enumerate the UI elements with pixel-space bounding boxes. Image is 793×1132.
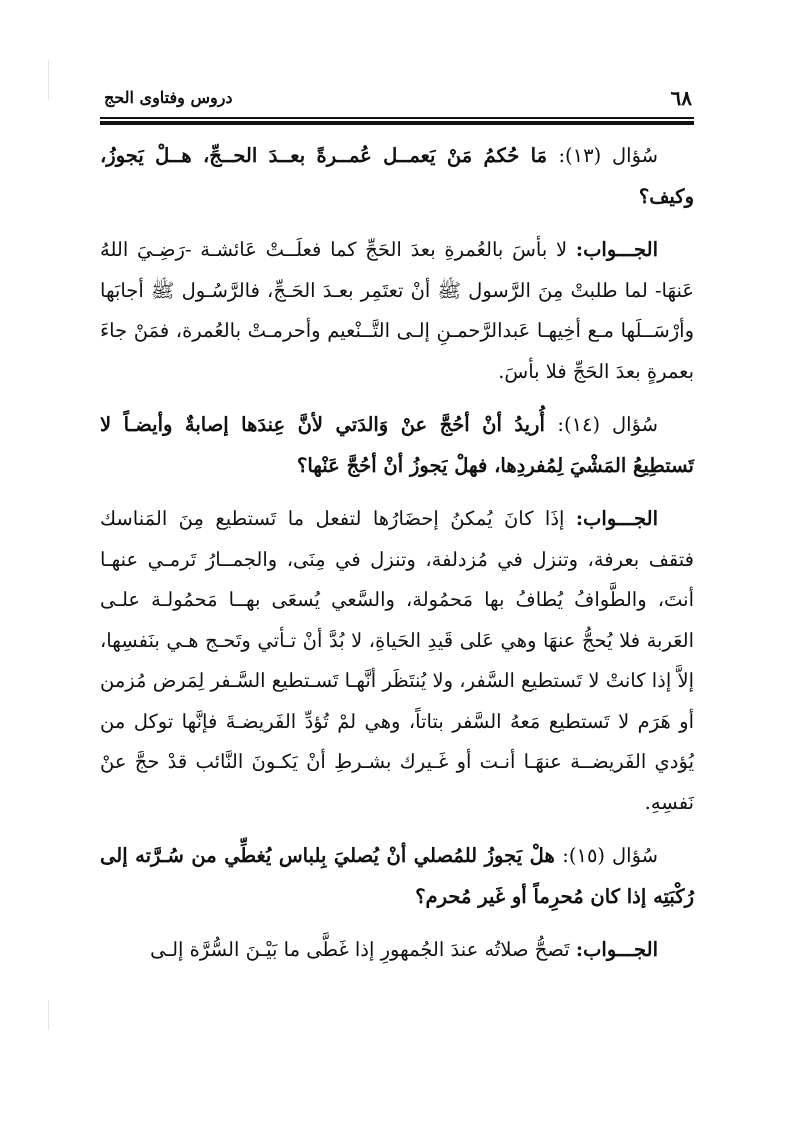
page-header <box>100 84 694 114</box>
margin-mark <box>48 1000 49 1030</box>
answer-paragraph <box>100 930 694 971</box>
answer-text: إذَا كانَ يُمكنُ إحضَارُها لتفعل ما تَستطيع مِنَ المَناسك فتقف بعرفة، وتنزل في مُزدلفة، وتنزل في مِنَى، والجمــارُ تَرمـي عنهـا أنتَ، والطَّوافُ يُطافُ بها مَحمُولة، والسَّعي يُسعَى بهــا مَحمُولـة علـى العَربة فلا يُحجُّ عنهَا وهي عَلى قَيدِ الحَياةِ، لا بُدَّ أنْ تـأتي وتَحـج هـي بنَفسِها، إلاَّ إذا كانتْ لا تَستطيع السَّفر، ولا يُنتَظَر أنَّهـا تَسـتطيع السَّـفر لِمَرض مُزمن أو هَرَم لا تَستطيع مَعهُ السَّفر بتاتاً، وهي لمْ تُؤدِّ الفَريضـةَ فإنَّها توكل من يُؤدي الفَريضــة عنهَـا أنـت أو غَـيرك بشـرطِ أنْ يَكـونَ النَّائب قدْ حجَّ عنْ نَفسِهِ. <box>100 507 694 814</box>
answer-text: لا بأسَ بالعُمرةِ بعدَ الحَجِّ كما فعلَــتْ عَائشـة -رَضِـيَ اللهُ عَنهَا- لما طلبتْ مِنَ الرَّسول ﷺ أنْ تعتَمِر بعـدَ الحَـجِّ، فالرَّسُـول ﷺ أجابَها وأرْسَــلَها مـع أخِيهـا عَبدالرَّحمـنِ إلـى التَّــنْعيم وأحرمـتْ بالعُمرة، فمَنْ جاءَ بعمرةٍ بعدَ الحَجِّ فلا بأسَ. <box>100 238 694 383</box>
header-rule-thick <box>100 121 694 125</box>
question-label: سُؤال (١٥): <box>562 844 658 867</box>
answer-label: الجـــواب: <box>575 507 658 530</box>
answer-label: الجـــواب: <box>575 938 658 961</box>
page-body <box>100 136 694 984</box>
margin-mark <box>48 60 49 100</box>
question-text: أُريدُ أنْ أحُجَّ عنْ وَالدَتي لأنَّ عِندَها إصابةٌ وأيضـاً لا تَستطِيعُ المَشْيَ لِمُفردِها، فهلْ يَجوزُ أنْ أحُجَّ عَنْها؟ <box>100 413 694 477</box>
question-text: مَا حُكمُ مَنْ يَعمــل عُمــرةً بعــدَ الحــجِّ، هــلْ يَجوزُ، وكيف؟ <box>100 144 694 208</box>
question-paragraph <box>100 136 694 217</box>
question-label: سُؤال (١٤): <box>557 413 659 436</box>
page-number: ٦٨ <box>670 86 692 110</box>
answer-paragraph <box>100 499 694 823</box>
question-text: هلْ يَجوزُ للمُصلي أنْ يُصليَ بِلباس يُغطِّي من سُـرَّته إلى رُكْبَتِه إذا كان مُحرِماً أو غَير مُحرم؟ <box>100 844 694 908</box>
answer-paragraph <box>100 230 694 392</box>
running-title: دروس وفتاوى الحج <box>104 88 233 107</box>
header-rule-thin <box>100 117 694 119</box>
answer-text: تَصحُّ صلاتُه عندَ الجُمهورِ إذا غَطَّى ما بَيْـنَ السُّرَّة إلـى <box>150 938 570 961</box>
question-paragraph <box>100 405 694 486</box>
question-paragraph <box>100 836 694 917</box>
question-label: سُؤال (١٣): <box>558 144 658 167</box>
answer-label: الجـــواب: <box>575 238 659 261</box>
